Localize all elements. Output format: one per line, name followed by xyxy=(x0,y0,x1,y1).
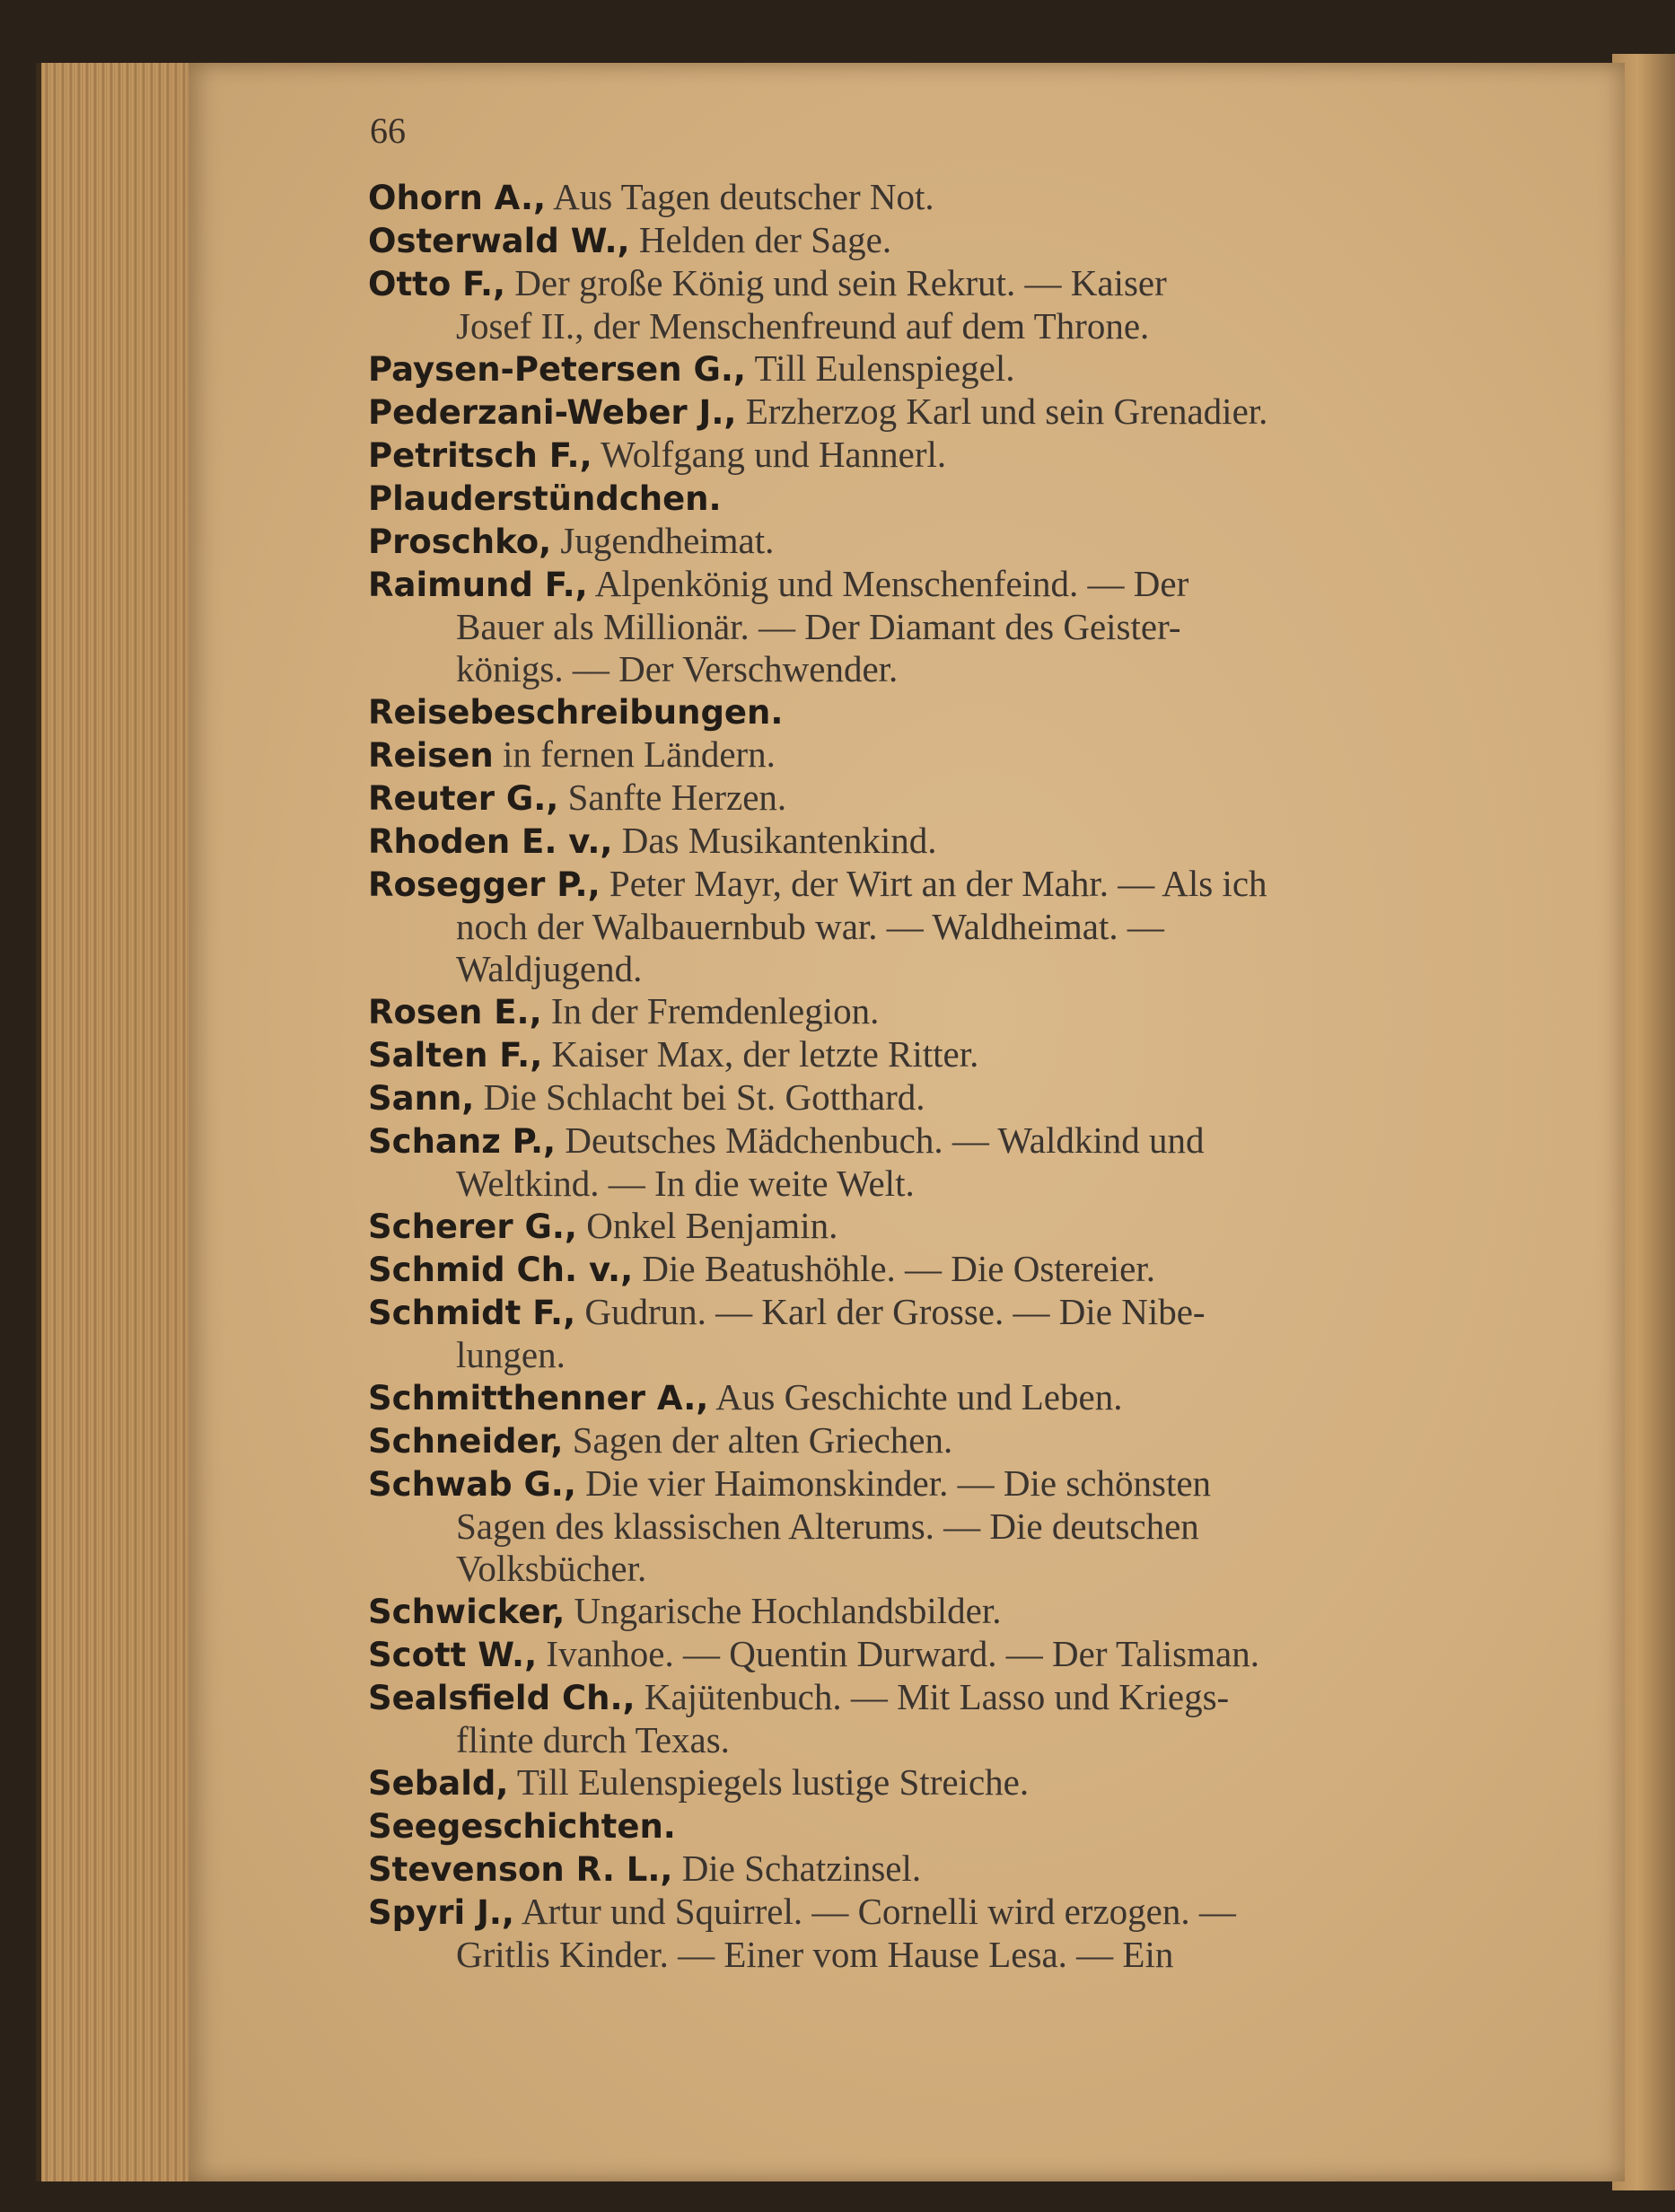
entry xyxy=(368,1119,1490,1205)
entry xyxy=(368,1248,1490,1291)
entry-first-line xyxy=(368,1205,1490,1248)
entry xyxy=(368,1804,1490,1848)
entry-author: Schanz P., xyxy=(368,1122,557,1161)
entry-continuation-line: Bauer als Millionär. — Der Diamant des Geister- xyxy=(456,606,1181,647)
entry-title: Das Musikantenkind. xyxy=(612,820,937,861)
entry xyxy=(368,219,1490,262)
entry-first-line xyxy=(368,1419,1490,1462)
entry xyxy=(368,1291,1490,1376)
entry-author: Stevenson R. L., xyxy=(368,1850,673,1889)
entry-author: Sealsfield Ch., xyxy=(368,1679,636,1717)
entry-title: in fernen Ländern. xyxy=(493,733,776,775)
entry-first-line xyxy=(368,219,1490,262)
entry-title: Die vier Haimonskinder. — Die schönsten xyxy=(575,1462,1212,1504)
entry-title: Wolfgang und Hannerl. xyxy=(592,434,947,475)
entry-first-line xyxy=(368,1590,1490,1633)
entry xyxy=(368,1891,1490,1976)
entry-continuation-line: königs. — Der Verschwender. xyxy=(456,648,899,689)
entry-continuation-line: Weltkind. — In die weite Welt. xyxy=(456,1163,915,1204)
entry xyxy=(368,777,1490,820)
entry xyxy=(368,176,1490,219)
entry-first-line xyxy=(368,820,1490,863)
entry xyxy=(368,1761,1490,1804)
entry xyxy=(368,733,1490,777)
entry-first-line xyxy=(368,863,1490,906)
entry-author: Osterwald W., xyxy=(368,222,630,260)
entry-author: Otto F., xyxy=(368,265,506,303)
book-page-edges xyxy=(36,63,203,2181)
entry-title: Die Schatzinsel. xyxy=(672,1848,922,1889)
entry-author: Sann, xyxy=(368,1079,475,1118)
entry-first-line xyxy=(368,1248,1490,1291)
entry-title: Onkel Benjamin. xyxy=(576,1205,838,1246)
entry xyxy=(368,1633,1490,1676)
entry-title: In der Fremdenlegion. xyxy=(541,990,880,1031)
entry-title: Sanfte Herzen. xyxy=(558,777,787,818)
entry-title: Peter Mayr, der Wirt an der Mahr. — Als ich xyxy=(600,863,1267,904)
entry-author: Spyri J., xyxy=(368,1893,514,1932)
entry-author: Ohorn A., xyxy=(368,179,547,217)
entry xyxy=(368,863,1490,990)
entry-title: Der große König und sein Rekrut. — Kaiser xyxy=(505,262,1167,303)
entry-author: Reuter G., xyxy=(368,779,559,818)
entry-first-line xyxy=(368,777,1490,820)
entry-title: Till Eulenspiegels lustige Streiche. xyxy=(508,1761,1030,1803)
entry-first-line xyxy=(368,347,1490,391)
entry-first-line xyxy=(368,990,1490,1033)
entry-author: Raimund F., xyxy=(368,566,588,604)
entry-first-line xyxy=(368,563,1490,606)
entry-first-line xyxy=(368,1848,1490,1891)
entry-author: Schneider, xyxy=(368,1422,564,1461)
entry xyxy=(368,1676,1490,1761)
entry-continuation-line: noch der Walbauernbub war. — Waldheimat. — xyxy=(456,906,1164,947)
entry-author: Petritsch F., xyxy=(368,436,592,475)
entry-title: Helden der Sage. xyxy=(629,219,892,260)
entry-first-line xyxy=(368,477,1490,520)
entry-author: Rosegger P., xyxy=(368,865,601,904)
entry-author: Scherer G., xyxy=(368,1207,577,1246)
entry-first-line xyxy=(368,690,1490,733)
entry-title: Ungarische Hochlandsbilder. xyxy=(565,1590,1002,1631)
entry-title: Kajütenbuch. — Mit Lasso und Kriegs- xyxy=(635,1676,1230,1717)
entry-first-line xyxy=(368,520,1490,563)
entry-title: Die Beatushöhle. — Die Ostereier. xyxy=(633,1248,1155,1289)
entry-continuation-line: lungen. xyxy=(456,1334,566,1375)
entry xyxy=(368,1076,1490,1119)
entry-continuation-line: Gritlis Kinder. — Einer vom Hause Lesa. — Ein xyxy=(456,1934,1174,1975)
entry-first-line xyxy=(368,1633,1490,1676)
entry xyxy=(368,262,1490,347)
page-number: 66 xyxy=(370,110,406,151)
entry-list xyxy=(368,176,1490,1976)
entry xyxy=(368,690,1490,733)
entry-author: Seegeschichten. xyxy=(368,1807,676,1846)
entry-first-line xyxy=(368,1076,1490,1119)
entry-title: Jugendheimat. xyxy=(551,520,775,561)
entry-author: Pederzani-Weber J., xyxy=(368,393,737,432)
entry-author: Schmid Ch. v., xyxy=(368,1251,634,1289)
entry-first-line xyxy=(368,1891,1490,1934)
entry xyxy=(368,1462,1490,1590)
entry-first-line xyxy=(368,434,1490,477)
entry-author: Salten F., xyxy=(368,1036,543,1075)
entry-first-line xyxy=(368,1291,1490,1334)
entry xyxy=(368,1590,1490,1633)
entry-first-line xyxy=(368,1676,1490,1719)
entry-author: Proschko, xyxy=(368,522,552,561)
entry-first-line xyxy=(368,176,1490,219)
entry xyxy=(368,391,1490,434)
entry-author: Schmitthenner A., xyxy=(368,1379,709,1418)
entry xyxy=(368,347,1490,391)
entry xyxy=(368,1205,1490,1248)
entry-title: Deutsches Mädchenbuch. — Waldkind und xyxy=(556,1119,1205,1161)
entry xyxy=(368,563,1490,690)
entry-title: Artur und Squirrel. — Cornelli wird erzogen. — xyxy=(513,1891,1236,1932)
entry-first-line xyxy=(368,1119,1490,1163)
entry-author: Schmidt F., xyxy=(368,1294,576,1332)
entry-first-line xyxy=(368,1462,1490,1505)
entry-continuation-line: Josef II., der Menschenfreund auf dem Throne. xyxy=(456,305,1150,347)
entry xyxy=(368,1419,1490,1462)
entry-author: Scott W., xyxy=(368,1636,538,1674)
entry-author: Plauderstündchen. xyxy=(368,479,722,518)
entry-first-line xyxy=(368,1804,1490,1848)
entry-title: Aus Geschichte und Leben. xyxy=(708,1376,1123,1418)
entry-continuation-line: Sagen des klassischen Alterums. — Die deutschen xyxy=(456,1505,1199,1547)
entry-author: Rhoden E. v., xyxy=(368,822,613,861)
entry-title: Kaiser Max, der letzte Ritter. xyxy=(542,1033,979,1075)
entry-continuation-line: Volksbücher. xyxy=(456,1548,647,1589)
entry-first-line xyxy=(368,391,1490,434)
entry-author: Rosen E., xyxy=(368,993,542,1031)
entry-first-line xyxy=(368,733,1490,777)
entry-author: Sebald, xyxy=(368,1764,509,1803)
entry-continuation-line: flinte durch Texas. xyxy=(456,1719,730,1760)
entry xyxy=(368,520,1490,563)
entry xyxy=(368,477,1490,520)
entry-author: Schwicker, xyxy=(368,1593,566,1631)
entry xyxy=(368,1376,1490,1419)
entry xyxy=(368,990,1490,1033)
entry-title: Die Schlacht bei St. Gotthard. xyxy=(474,1076,925,1118)
entry xyxy=(368,820,1490,863)
entry-author: Reisebeschreibungen. xyxy=(368,693,784,732)
entry-title: Till Eulenspiegel. xyxy=(745,347,1015,389)
entry-first-line xyxy=(368,262,1490,305)
entry-author: Schwab G., xyxy=(368,1465,576,1504)
entry-author: Paysen-Petersen G., xyxy=(368,350,746,389)
entry-first-line xyxy=(368,1033,1490,1076)
entry-author: Reisen xyxy=(368,736,494,775)
entry xyxy=(368,1033,1490,1076)
entry-title: Gudrun. — Karl der Grosse. — Die Nibe- xyxy=(575,1291,1206,1332)
entry-title: Ivanhoe. — Quentin Durward. — Der Talisman. xyxy=(537,1633,1259,1674)
entry-first-line xyxy=(368,1376,1490,1419)
entry-title: Alpenkönig und Menschenfeind. — Der xyxy=(587,563,1189,604)
entry-title: Sagen der alten Griechen. xyxy=(563,1419,953,1461)
entry xyxy=(368,1848,1490,1891)
entry-title: Aus Tagen deutscher Not. xyxy=(546,176,934,217)
entry-continuation-line: Waldjugend. xyxy=(456,948,643,989)
entry-first-line xyxy=(368,1761,1490,1804)
entry xyxy=(368,434,1490,477)
entry-title: Erzherzog Karl und sein Grenadier. xyxy=(736,391,1268,432)
